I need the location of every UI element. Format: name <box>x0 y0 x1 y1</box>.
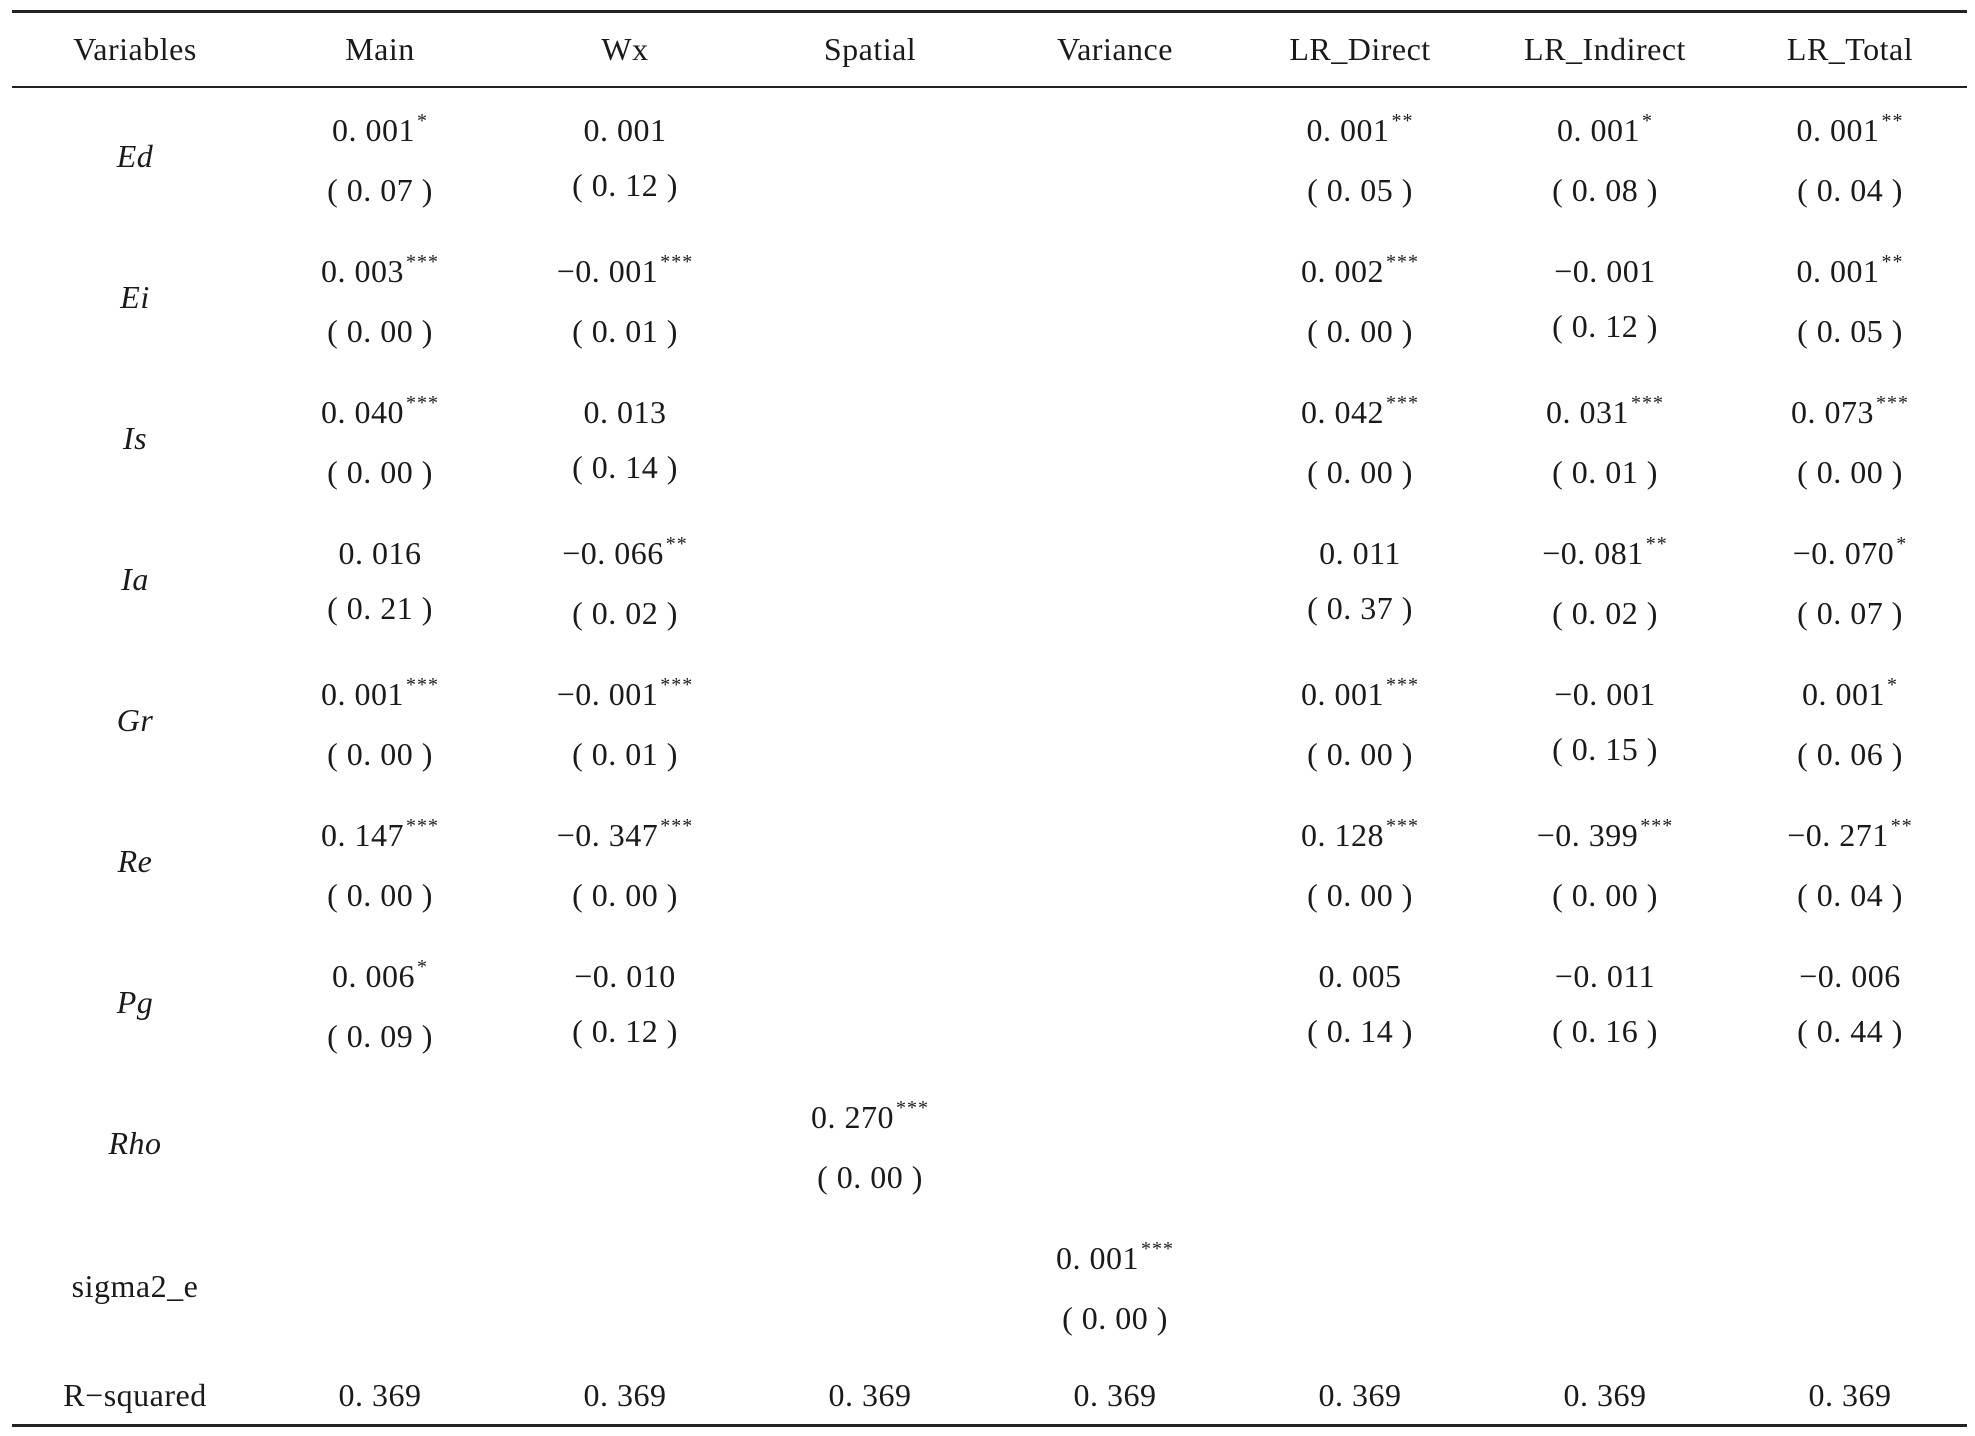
significance-stars: *** <box>1876 392 1909 414</box>
coefficient-line <box>1238 533 1483 573</box>
coefficient: 0. 003 <box>321 253 404 289</box>
coefficient: 0. 011 <box>1319 535 1401 571</box>
estimate-cell <box>1483 815 1728 915</box>
coefficient: 0. 073 <box>1791 394 1874 430</box>
coefficient: 0. 013 <box>583 394 667 430</box>
rsquared-value: 0. 369 <box>828 1377 912 1413</box>
coefficient-line <box>1483 392 1728 437</box>
estimate-cell <box>1483 533 1728 633</box>
estimate-cell <box>1483 674 1728 769</box>
significance-stars: *** <box>406 392 439 414</box>
coefficient-line <box>1238 110 1483 155</box>
coefficient-line <box>1483 674 1728 714</box>
significance-stars: *** <box>660 674 694 696</box>
coefficient: −0. 001 <box>1554 253 1656 289</box>
variable-label: Ei <box>120 279 150 315</box>
p-value: ( 0. 00 ) <box>327 736 433 772</box>
estimate-cell <box>1238 815 1483 915</box>
estimate-cell <box>1728 251 1973 351</box>
coefficient: −0. 001 <box>1554 676 1656 712</box>
significance-stars: ** <box>1881 251 1904 273</box>
significance-stars: * <box>1642 110 1653 132</box>
estimate-cell <box>1728 956 1973 1051</box>
coefficient-line <box>503 110 748 150</box>
coefficient: 0. 001 <box>1306 112 1390 148</box>
estimate-cell <box>1728 674 1973 774</box>
coefficient-line <box>1728 392 1973 437</box>
variable-label: Ia <box>121 561 149 597</box>
significance-stars: *** <box>1386 251 1419 273</box>
coefficient: −0. 001 <box>556 253 659 289</box>
coefficient-line <box>1483 251 1728 291</box>
column-header: Main <box>345 31 415 67</box>
p-value: ( 0. 00 ) <box>1797 454 1903 490</box>
significance-stars: ** <box>1881 110 1904 132</box>
coefficient-line <box>1238 251 1483 296</box>
p-value: ( 0. 00 ) <box>1307 877 1413 913</box>
coefficient-line <box>258 815 503 860</box>
variable-label: Rho <box>108 1125 162 1161</box>
variable-label: Re <box>117 843 153 879</box>
significance-stars: ** <box>1890 815 1913 837</box>
estimate-cell <box>258 110 503 210</box>
coefficient-line <box>1728 533 1973 578</box>
coefficient-line <box>503 815 748 860</box>
column-header: LR_Indirect <box>1524 31 1686 67</box>
coefficient-line <box>1238 815 1483 860</box>
coefficient: 0. 016 <box>338 535 422 571</box>
p-value: ( 0. 21 ) <box>327 590 433 626</box>
p-value: ( 0. 14 ) <box>1307 1013 1413 1049</box>
p-value: ( 0. 04 ) <box>1797 172 1903 208</box>
coefficient: −0. 081 <box>1542 535 1644 571</box>
coefficient-line <box>1728 956 1973 996</box>
rsquared-value: 0. 369 <box>1318 1377 1402 1413</box>
estimate-cell <box>1238 533 1483 628</box>
coefficient: 0. 001 <box>332 112 415 148</box>
significance-stars: ** <box>1645 533 1668 555</box>
bottom-rule <box>12 1424 1967 1427</box>
significance-stars: *** <box>660 815 694 837</box>
estimate-cell <box>503 674 748 774</box>
estimate-cell <box>258 392 503 492</box>
p-value: ( 0. 12 ) <box>572 1013 678 1049</box>
p-value: ( 0. 01 ) <box>572 313 678 349</box>
p-value: ( 0. 00 ) <box>1062 1300 1168 1336</box>
p-value: ( 0. 00 ) <box>327 454 433 490</box>
variable-label: Is <box>122 420 148 456</box>
significance-stars: *** <box>406 251 439 273</box>
coefficient: −0. 011 <box>1554 958 1656 994</box>
coefficient: 0. 001 <box>321 676 404 712</box>
estimate-cell <box>1238 674 1483 774</box>
column-header: LR_Total <box>1786 31 1914 67</box>
p-value: ( 0. 15 ) <box>1552 731 1658 767</box>
estimate-cell <box>503 956 748 1051</box>
coefficient-line <box>503 956 748 996</box>
coefficient-line <box>1238 674 1483 719</box>
coefficient: 0. 001 <box>1056 1240 1139 1276</box>
column-header: Spatial <box>823 31 917 67</box>
estimate-cell <box>1728 110 1973 210</box>
coefficient: 0. 006 <box>332 958 415 994</box>
p-value: ( 0. 02 ) <box>572 595 678 631</box>
p-value: ( 0. 01 ) <box>1552 454 1658 490</box>
significance-stars: *** <box>1386 815 1419 837</box>
p-value: ( 0. 00 ) <box>1307 736 1413 772</box>
estimate-cell <box>1483 392 1728 492</box>
coefficient: 0. 042 <box>1301 394 1384 430</box>
rsquared-value: 0. 369 <box>1808 1377 1892 1413</box>
coefficient-line <box>1238 956 1483 996</box>
p-value: ( 0. 12 ) <box>1552 308 1658 344</box>
column-header: Variance <box>1057 31 1173 67</box>
coefficient: 0. 040 <box>321 394 404 430</box>
estimate-cell <box>503 251 748 351</box>
estimate-cell <box>258 956 503 1056</box>
p-value: ( 0. 04 ) <box>1797 877 1903 913</box>
coefficient-line <box>258 533 503 573</box>
coefficient: 0. 001 <box>1796 112 1880 148</box>
p-value: ( 0. 05 ) <box>1797 313 1903 349</box>
variable-label: Ed <box>116 138 154 174</box>
significance-stars: *** <box>1386 674 1419 696</box>
estimate-cell <box>1483 251 1728 346</box>
coefficient: 0. 128 <box>1301 817 1384 853</box>
estimate-cell <box>258 533 503 628</box>
coefficient: 0. 001 <box>1802 676 1885 712</box>
p-value: ( 0. 09 ) <box>327 1018 433 1054</box>
coefficient: −0. 010 <box>574 958 676 994</box>
estimate-cell <box>1728 533 1973 633</box>
coefficient: −0. 001 <box>556 676 659 712</box>
coefficient-line <box>1483 956 1728 996</box>
p-value: ( 0. 12 ) <box>572 167 678 203</box>
variable-label: Gr <box>116 702 154 738</box>
coefficient: 0. 001 <box>583 112 667 148</box>
coefficient-line <box>1483 815 1728 860</box>
top-rule <box>12 10 1967 13</box>
rsquared-value: 0. 369 <box>1073 1377 1157 1413</box>
coefficient: 0. 001 <box>1557 112 1640 148</box>
estimate-cell <box>503 815 748 915</box>
significance-stars: * <box>417 956 428 978</box>
coefficient-line <box>258 110 503 155</box>
p-value: ( 0. 00 ) <box>1552 877 1658 913</box>
p-value: ( 0. 16 ) <box>1552 1013 1658 1049</box>
p-value: ( 0. 01 ) <box>572 736 678 772</box>
estimate-cell <box>1728 392 1973 492</box>
coefficient-line <box>1728 110 1973 155</box>
coefficient-line <box>993 1238 1238 1283</box>
p-value: ( 0. 00 ) <box>327 877 433 913</box>
estimate-cell <box>1483 110 1728 210</box>
rsquared-value: 0. 369 <box>338 1377 422 1413</box>
significance-stars: ** <box>665 533 688 555</box>
estimate-cell <box>1238 956 1483 1051</box>
p-value: ( 0. 37 ) <box>1307 590 1413 626</box>
coefficient: −0. 271 <box>1787 817 1889 853</box>
significance-stars: *** <box>406 674 439 696</box>
p-value: ( 0. 07 ) <box>1797 595 1903 631</box>
coefficient-line <box>503 392 748 432</box>
coefficient: 0. 002 <box>1301 253 1384 289</box>
p-value: ( 0. 00 ) <box>1307 313 1413 349</box>
p-value: ( 0. 00 ) <box>817 1159 923 1195</box>
coefficient-line <box>1728 815 1973 860</box>
significance-stars: * <box>417 110 428 132</box>
column-header: LR_Direct <box>1289 31 1431 67</box>
coefficient: 0. 005 <box>1318 958 1402 994</box>
rsquared-value: 0. 369 <box>583 1377 667 1413</box>
coefficient-line <box>1483 533 1728 578</box>
coefficient: 0. 001 <box>1301 676 1384 712</box>
coefficient-line <box>258 674 503 719</box>
estimate-cell <box>503 110 748 205</box>
coefficient-line <box>503 674 748 719</box>
significance-stars: *** <box>1631 392 1664 414</box>
significance-stars: *** <box>406 815 439 837</box>
estimate-cell <box>258 674 503 774</box>
coefficient: 0. 147 <box>321 817 404 853</box>
significance-stars: *** <box>896 1097 929 1119</box>
rsquared-value: 0. 369 <box>1563 1377 1647 1413</box>
p-value: ( 0. 07 ) <box>327 172 433 208</box>
estimate-cell <box>748 1097 993 1197</box>
significance-stars: *** <box>1386 392 1419 414</box>
coefficient-line <box>1728 251 1973 296</box>
header-rule <box>12 86 1967 88</box>
coefficient-line <box>1483 110 1728 155</box>
p-value: ( 0. 08 ) <box>1552 172 1658 208</box>
estimate-cell <box>503 533 748 633</box>
significance-stars: * <box>1896 533 1908 555</box>
significance-stars: ** <box>1391 110 1414 132</box>
coefficient-line <box>1728 674 1973 719</box>
p-value: ( 0. 00 ) <box>572 877 678 913</box>
estimate-cell <box>1728 815 1973 915</box>
coefficient-line <box>258 956 503 1001</box>
coefficient-line <box>503 533 748 578</box>
estimate-cell <box>258 815 503 915</box>
coefficient-line <box>258 251 503 296</box>
significance-stars: * <box>1887 674 1898 696</box>
coefficient-line <box>748 1097 993 1142</box>
coefficient: 0. 001 <box>1796 253 1880 289</box>
coefficient: −0. 006 <box>1799 958 1901 994</box>
significance-stars: *** <box>1141 1238 1174 1260</box>
estimate-cell <box>1238 392 1483 492</box>
significance-stars: *** <box>1640 815 1674 837</box>
p-value: ( 0. 00 ) <box>1307 454 1413 490</box>
coefficient: −0. 347 <box>556 817 659 853</box>
estimate-cell <box>993 1238 1238 1338</box>
estimate-cell <box>1238 251 1483 351</box>
coefficient-line <box>1238 392 1483 437</box>
coefficient: −0. 066 <box>562 535 664 571</box>
p-value: ( 0. 00 ) <box>327 313 433 349</box>
significance-stars: *** <box>660 251 694 273</box>
estimate-cell <box>503 392 748 487</box>
coefficient-line <box>503 251 748 296</box>
coefficient-line <box>258 392 503 437</box>
variable-label: sigma2_e <box>71 1268 199 1304</box>
column-header: Variables <box>73 31 197 67</box>
coefficient: −0. 070 <box>1792 535 1895 571</box>
coefficient: 0. 031 <box>1546 394 1629 430</box>
p-value: ( 0. 05 ) <box>1307 172 1413 208</box>
coefficient: −0. 399 <box>1536 817 1639 853</box>
estimate-cell <box>1238 110 1483 210</box>
coefficient: 0. 270 <box>811 1099 894 1135</box>
estimate-cell <box>1483 956 1728 1051</box>
variable-label: Pg <box>116 984 154 1020</box>
rsquared-label: R−squared <box>63 1377 207 1413</box>
p-value: ( 0. 06 ) <box>1797 736 1903 772</box>
estimate-cell <box>258 251 503 351</box>
p-value: ( 0. 44 ) <box>1797 1013 1903 1049</box>
column-header: Wx <box>601 31 649 67</box>
p-value: ( 0. 14 ) <box>572 449 678 485</box>
p-value: ( 0. 02 ) <box>1552 595 1658 631</box>
